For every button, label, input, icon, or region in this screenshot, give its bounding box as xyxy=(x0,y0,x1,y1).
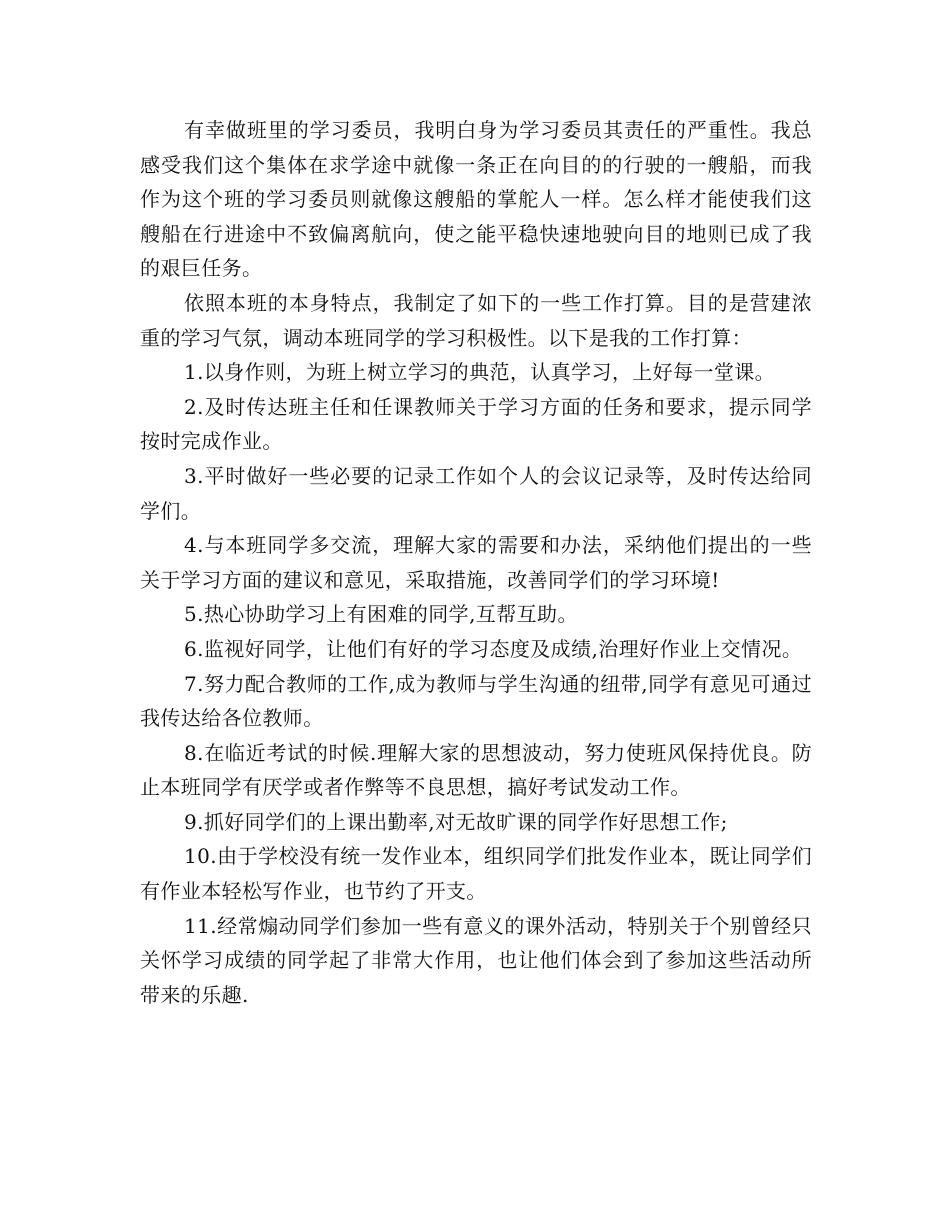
list-item-10: 10.由于学校没有统一发作业本，组织同学们批发作业本，既让同学们有作业本轻松写作业，也节约了开支。 xyxy=(140,844,812,904)
list-item-2: 2.及时传达班主任和任课教师关于学习方面的任务和要求，提示同学按时完成作业。 xyxy=(140,394,812,454)
list-item-3: 3.平时做好一些必要的记录工作如个人的会议记录等，及时传达给同学们。 xyxy=(140,463,812,523)
paragraph-plan-intro: 依照本班的本身特点，我制定了如下的一些工作打算。目的是营建浓重的学习气氛，调动本班同学的学习积极性。以下是我的工作打算： xyxy=(140,290,812,350)
document-body xyxy=(140,113,812,1012)
paragraph-intro: 有幸做班里的学习委员，我明白身为学习委员其责任的严重性。我总感受我们这个集体在求学途中就像一条正在向目的的行驶的一艘船，而我作为这个班的学习委员则就像这艘船的掌舵人一样。怎么样才能使我们这艘船在行进途中不致偏离航向，使之能平稳快速地驶向目的地则已成了我的艰巨任务。 xyxy=(140,118,812,281)
list-item-7: 7.努力配合教师的工作,成为教师与学生沟通的纽带,同学有意见可通过我传达给各位教师。 xyxy=(140,671,812,731)
list-item-8: 8.在临近考试的时候.理解大家的思想波动，努力使班风保持优良。防止本班同学有厌学或者作弊等不良思想，搞好考试发动工作。 xyxy=(140,740,812,800)
list-item-6: 6.监视好同学，让他们有好的学习态度及成绩,治理好作业上交情况。 xyxy=(184,636,803,661)
list-item-5: 5.热心协助学习上有困难的同学,互帮互助。 xyxy=(184,602,578,627)
list-item-9: 9.抓好同学们的上课出勤率,对无故旷课的同学作好思想工作; xyxy=(184,809,728,834)
list-item-4: 4.与本班同学多交流，理解大家的需要和办法，采纳他们提出的一些关于学习方面的建议和意见，采取措施，改善同学们的学习环境! xyxy=(140,533,812,592)
list-item-1: 1.以身作则，为班上树立学习的典范，认真学习，上好每一堂课。 xyxy=(184,360,776,385)
list-item-11: 11.经常煽动同学们参加一些有意义的课外活动，特别关于个别曾经只关怀学习成绩的同学起了非常大作用，也让他们体会到了参加这些活动所带来的乐趣. xyxy=(140,913,812,1007)
